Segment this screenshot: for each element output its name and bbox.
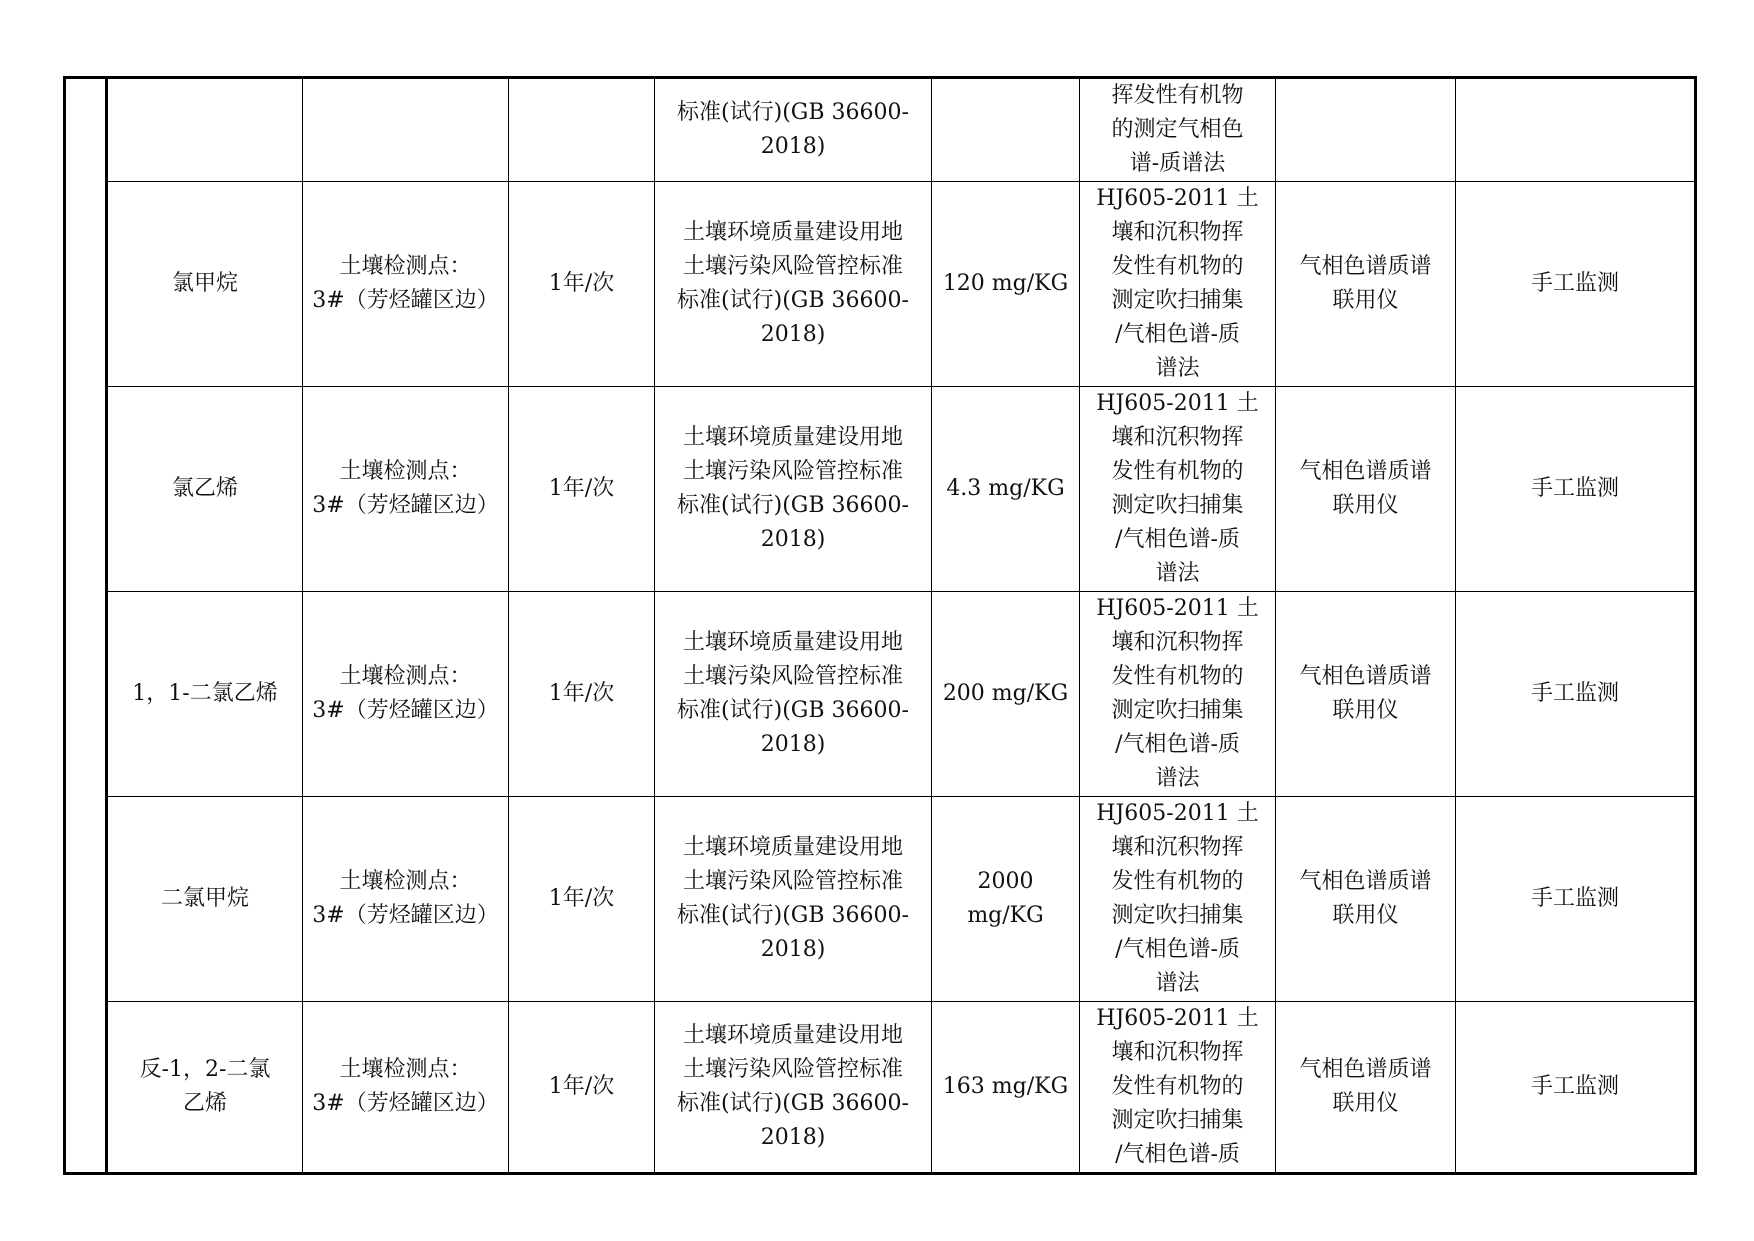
table-row <box>65 387 1696 592</box>
limit-cell: 4.3 mg/KG <box>932 387 1080 592</box>
point-cell: 土壤检测点： 3#（芳烃罐区边） <box>303 797 509 1002</box>
frequency-cell: 1年/次 <box>509 1002 655 1174</box>
item-cell: 二氯甲烷 <box>107 797 303 1002</box>
point-cell <box>303 78 509 182</box>
instrument-cell <box>1276 78 1456 182</box>
mode-cell: 手工监测 <box>1456 797 1696 1002</box>
instrument-cell: 气相色谱质谱 联用仪 <box>1276 182 1456 387</box>
mode-cell: 手工监测 <box>1456 387 1696 592</box>
table-row <box>65 592 1696 797</box>
mode-cell <box>1456 78 1696 182</box>
instrument-cell: 气相色谱质谱 联用仪 <box>1276 797 1456 1002</box>
method-cell: HJ605-2011 土 壤和沉积物挥 发性有机物的 测定吹扫捕集 /气相色谱-质 谱法 <box>1080 387 1276 592</box>
method-cell: 挥发性有机物 的测定气相色 谱-质谱法 <box>1080 78 1276 182</box>
standard-cell: 土壤环境质量建设用地 土壤污染风险管控标准 标准(试行)(GB 36600- 2018) <box>655 1002 932 1174</box>
item-cell: 1，1-二氯乙烯 <box>107 592 303 797</box>
standard-cell: 土壤环境质量建设用地 土壤污染风险管控标准 标准(试行)(GB 36600- 2018) <box>655 387 932 592</box>
method-cell: HJ605-2011 土 壤和沉积物挥 发性有机物的 测定吹扫捕集 /气相色谱-质 <box>1080 1002 1276 1174</box>
instrument-cell: 气相色谱质谱 联用仪 <box>1276 387 1456 592</box>
point-cell: 土壤检测点： 3#（芳烃罐区边） <box>303 1002 509 1174</box>
mode-cell: 手工监测 <box>1456 592 1696 797</box>
standard-cell: 土壤环境质量建设用地 土壤污染风险管控标准 标准(试行)(GB 36600- 2018) <box>655 797 932 1002</box>
point-cell: 土壤检测点： 3#（芳烃罐区边） <box>303 182 509 387</box>
standard-cell: 土壤环境质量建设用地 土壤污染风险管控标准 标准(试行)(GB 36600- 2018) <box>655 182 932 387</box>
table-row <box>65 1002 1696 1174</box>
mode-cell: 手工监测 <box>1456 182 1696 387</box>
frequency-cell <box>509 78 655 182</box>
method-cell: HJ605-2011 土 壤和沉积物挥 发性有机物的 测定吹扫捕集 /气相色谱-质 谱法 <box>1080 797 1276 1002</box>
index-column-cell <box>65 78 107 1174</box>
table-row <box>65 797 1696 1002</box>
table-row-continuation <box>65 78 1696 182</box>
method-cell: HJ605-2011 土 壤和沉积物挥 发性有机物的 测定吹扫捕集 /气相色谱-质 谱法 <box>1080 182 1276 387</box>
point-cell: 土壤检测点： 3#（芳烃罐区边） <box>303 592 509 797</box>
item-cell: 氯甲烷 <box>107 182 303 387</box>
table-row <box>65 182 1696 387</box>
limit-cell: 2000 mg/KG <box>932 797 1080 1002</box>
point-cell: 土壤检测点： 3#（芳烃罐区边） <box>303 387 509 592</box>
mode-cell: 手工监测 <box>1456 1002 1696 1174</box>
limit-cell: 200 mg/KG <box>932 592 1080 797</box>
standard-cell: 土壤环境质量建设用地 土壤污染风险管控标准 标准(试行)(GB 36600- 2018) <box>655 592 932 797</box>
limit-cell: 120 mg/KG <box>932 182 1080 387</box>
frequency-cell: 1年/次 <box>509 182 655 387</box>
instrument-cell: 气相色谱质谱 联用仪 <box>1276 592 1456 797</box>
method-cell: HJ605-2011 土 壤和沉积物挥 发性有机物的 测定吹扫捕集 /气相色谱-质 谱法 <box>1080 592 1276 797</box>
frequency-cell: 1年/次 <box>509 592 655 797</box>
standard-cell: 标准(试行)(GB 36600- 2018) <box>655 78 932 182</box>
limit-cell <box>932 78 1080 182</box>
limit-cell: 163 mg/KG <box>932 1002 1080 1174</box>
monitoring-table <box>63 76 1697 1175</box>
item-cell: 氯乙烯 <box>107 387 303 592</box>
frequency-cell: 1年/次 <box>509 797 655 1002</box>
instrument-cell: 气相色谱质谱 联用仪 <box>1276 1002 1456 1174</box>
item-cell: 反-1，2-二氯 乙烯 <box>107 1002 303 1174</box>
item-cell <box>107 78 303 182</box>
frequency-cell: 1年/次 <box>509 387 655 592</box>
